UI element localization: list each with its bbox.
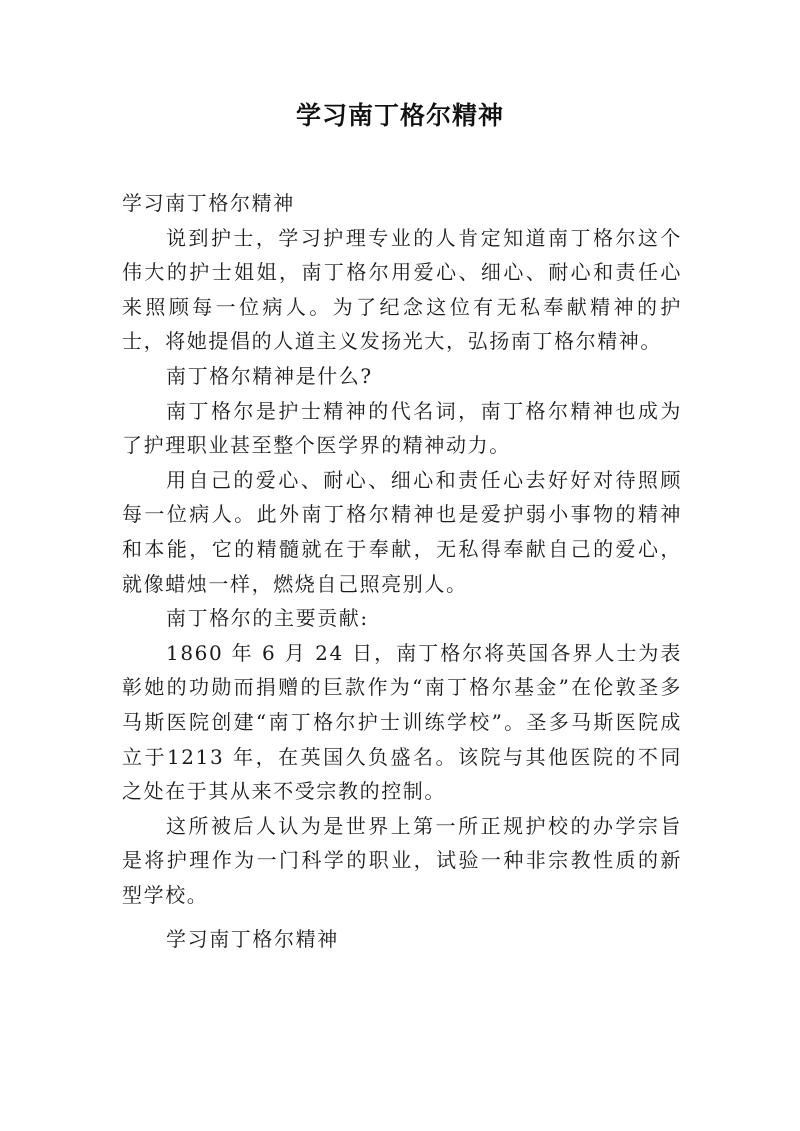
paragraph-school-purpose: 这所被后人认为是世界上第一所正规护校的办学宗旨是将护理作为一门科学的职业，试验一种非宗教性质的新型学校。 <box>122 813 682 907</box>
document-title: 学习南丁格尔精神 <box>295 101 504 130</box>
paragraph-school-founding: 1860 年 6 月 24 日，南丁格尔将英国各界人士为表彰她的功勋而捐赠的巨款作为“南丁格尔基金”在伦敦圣多马斯医院创建“南丁格尔护士训练学校”。圣多马斯医院成立于1213 年，在英国久负盛名。该院与其他医院的不同之处在于其从来不受宗教的控制。 <box>122 640 682 804</box>
paragraph-definition: 南丁格尔是护士精神的代名词，南丁格尔精神也成为了护理职业甚至整个医学界的精神动力。 <box>122 398 682 458</box>
paragraph-question: 南丁格尔精神是什么? <box>166 363 373 388</box>
paragraph-essence: 用自己的爱心、耐心、细心和责任心去好好对待照顾每一位病人。此外南丁格尔精神也是爱护弱小事物的精神和本能，它的精髓就在于奉献，无私得奉献自己的爱心，就像蜡烛一样，燃烧自己照亮别人。 <box>122 467 682 596</box>
paragraph-heading: 学习南丁格尔精神 <box>122 191 295 215</box>
paragraph-contributions-heading: 南丁格尔的主要贡献: <box>166 606 369 631</box>
paragraph-closing: 学习南丁格尔精神 <box>166 927 339 952</box>
document-body <box>122 186 682 957</box>
paragraph-intro: 说到护士，学习护理专业的人肯定知道南丁格尔这个伟大的护士姐姐，南丁格尔用爱心、细心、耐心和责任心来照顾每一位病人。为了纪念这位有无私奉献精神的护士，将她提倡的人道主义发扬光大，弘扬南丁格尔精神。 <box>122 225 682 354</box>
